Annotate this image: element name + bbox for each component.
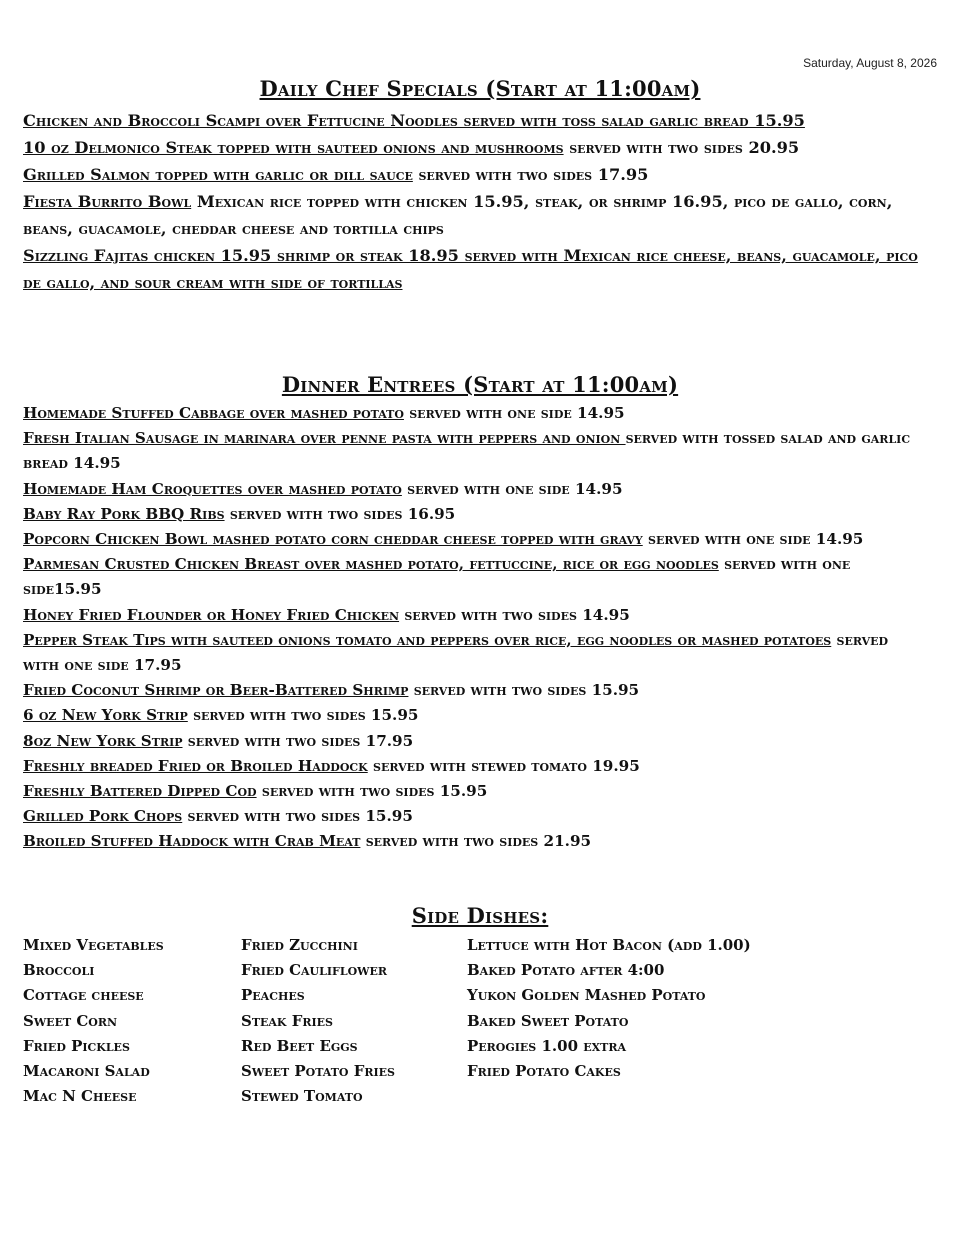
entrees-list — [23, 401, 923, 855]
entree-item-name: Freshly Battered Dipped Cod — [23, 782, 257, 801]
side-dish-item: Baked Potato after 4:00 — [467, 961, 665, 980]
special-item — [23, 161, 923, 188]
entree-item-detail: served with one side 14.95 — [642, 530, 864, 549]
entrees-title: Dinner Entrees (Start at 11:00am) — [281, 372, 679, 397]
entree-item-name: Fresh Italian Sausage in marinara over penne pasta with peppers and onion — [23, 429, 626, 448]
entree-item-name: 8oz New York Strip — [23, 731, 183, 750]
side-dish-item: Macaroni Salad — [23, 1062, 150, 1081]
side-dish-item: Cottage cheese — [23, 986, 144, 1005]
side-dish-item: Sweet Potato Fries — [241, 1062, 395, 1081]
entree-item — [23, 502, 923, 527]
specials-list — [23, 107, 923, 296]
entree-item — [23, 628, 923, 678]
entree-item-name: Honey Fried Flounder or Honey Fried Chicken — [23, 605, 400, 624]
entree-item — [23, 426, 923, 476]
sides-column-1 — [23, 933, 164, 1109]
side-dish-item: Yukon Golden Mashed Potato — [467, 986, 706, 1005]
entree-item-name: 6 oz New York Strip — [23, 706, 188, 725]
special-item-name: 10 oz Delmonico Steak topped with sauteed onions and mushrooms — [23, 138, 564, 157]
entree-item — [23, 754, 923, 779]
special-item-name: Fiesta Burrito Bowl — [23, 192, 192, 211]
side-dish-item: Fried Zucchini — [241, 936, 358, 954]
entree-item-detail: served with one side 14.95 — [403, 404, 625, 422]
entree-item — [23, 477, 923, 502]
entree-item — [23, 703, 923, 728]
entree-item-name: Fried Coconut Shrimp or Beer-Battered Shrimp — [23, 681, 409, 700]
special-item — [23, 134, 923, 161]
entree-item-name: Broiled Stuffed Haddock with Crab Meat — [23, 832, 361, 851]
entree-item — [23, 678, 923, 703]
entree-item — [23, 401, 923, 426]
entree-item — [23, 527, 923, 552]
entree-item-name: Grilled Pork Chops — [23, 807, 183, 826]
side-dish-item: Broccoli — [23, 961, 95, 980]
entree-item-detail: served with two sides 15.95 — [187, 706, 419, 725]
entree-item-detail: served with stewed tomato 19.95 — [367, 756, 640, 775]
special-item-detail: served with two sides 17.95 — [412, 165, 649, 184]
special-item-detail: Mexican rice topped with chicken 15.95, steak, or shrimp 16.95, pico de gallo, corn, beans, guacamole, cheddar cheese and tortilla chips — [23, 192, 893, 238]
entree-item — [23, 603, 923, 628]
side-dish-item: Peaches — [241, 986, 305, 1005]
side-dish-item: Lettuce with Hot Bacon (add 1.00) — [467, 936, 751, 954]
entree-item-detail: served with two sides 17.95 — [182, 731, 414, 750]
special-item — [23, 107, 923, 134]
side-dish-item: Stewed Tomato — [241, 1087, 363, 1106]
entree-item-detail: served with two sides 16.95 — [224, 504, 456, 523]
entree-item-detail: served with two sides 15.95 — [256, 782, 488, 801]
specials-title: Daily Chef Specials (Start at 11:00am) — [259, 76, 701, 101]
entree-item — [23, 729, 923, 754]
entree-item-name: Homemade Stuffed Cabbage over mashed potato — [23, 404, 404, 422]
entree-item-name: Freshly breaded Fried or Broiled Haddock — [23, 756, 368, 775]
side-dish-item: Sweet Corn — [23, 1011, 118, 1030]
side-dish-item: Red Beet Eggs — [241, 1036, 358, 1055]
entree-item-detail: served with one side 17.95 — [23, 630, 889, 675]
entree-item-detail: served with tossed salad and garlic bread 14.95 — [23, 429, 911, 473]
side-dish-item: Perogies 1.00 extra — [467, 1036, 627, 1055]
entree-item — [23, 804, 923, 829]
sides-column-3 — [467, 933, 751, 1084]
side-dish-item: Baked Sweet Potato — [467, 1011, 629, 1030]
entree-item-detail: served with two sides 15.95 — [182, 807, 413, 826]
sides-column-2 — [241, 933, 395, 1109]
entree-item-name: Homemade Ham Croquettes over mashed potato — [23, 479, 402, 498]
entree-item-name: Baby Ray Pork BBQ Ribs — [23, 504, 225, 523]
side-dish-item: Mac N Cheese — [23, 1087, 137, 1106]
entree-item — [23, 552, 923, 602]
special-item-name: Grilled Salmon topped with garlic or dill sauce — [23, 165, 413, 184]
entree-item-detail: served with two sides 15.95 — [408, 681, 640, 700]
sides-title: Side Dishes: — [411, 903, 549, 928]
side-dish-item: Fried Potato Cakes — [467, 1062, 621, 1081]
entree-item-detail: served with one side15.95 — [23, 555, 851, 599]
entree-item — [23, 829, 923, 854]
special-item — [23, 242, 923, 296]
entree-item-name: Parmesan Crusted Chicken Breast over mashed potato, fettuccine, rice or egg noodles — [23, 555, 719, 574]
special-item-name: Chicken and Broccoli Scampi over Fettucine Noodles served with toss salad garlic bread 15.95 — [23, 111, 805, 130]
side-dish-item: Fried Pickles — [23, 1036, 130, 1055]
entree-item-detail: served with two sides 21.95 — [360, 832, 592, 851]
side-dish-item: Mixed Vegetables — [23, 936, 164, 954]
special-item-name: Sizzling Fajitas chicken 15.95 shrimp or steak 18.95 served with Mexican rice cheese, beans, guacamole, pico de gallo, and sour cream with side of tortillas — [23, 246, 918, 292]
entree-item-name: Pepper Steak Tips with sauteed onions tomato and peppers over rice, egg noodles or mashed potatoes — [23, 630, 832, 649]
entree-item-name: Popcorn Chicken Bowl mashed potato corn cheddar cheese topped with gravy — [23, 530, 643, 549]
special-item-detail: served with two sides 20.95 — [563, 138, 800, 157]
entree-item — [23, 779, 923, 804]
side-dish-item: Fried Cauliflower — [241, 961, 388, 980]
print-date: Saturday, August 8, 2026 — [803, 56, 937, 70]
special-item — [23, 188, 923, 242]
entree-item-detail: served with two sides 14.95 — [399, 605, 630, 624]
side-dish-item: Steak Fries — [241, 1011, 333, 1030]
entree-item-detail: served with one side 14.95 — [401, 479, 623, 498]
